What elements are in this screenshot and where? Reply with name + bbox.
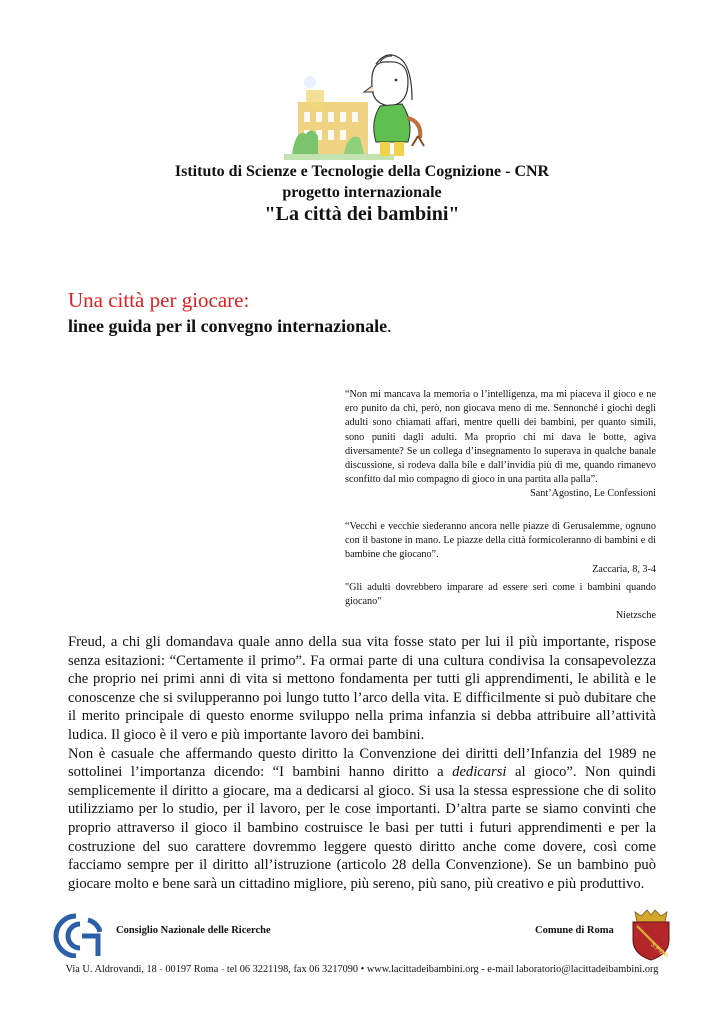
body-paragraph-2	[68, 745, 656, 894]
paragraph-2-italic: dedicarsi	[452, 764, 507, 781]
address-email[interactable]: e-mail laboratorio@lacittadeibambini.org	[487, 964, 659, 975]
address-line: Via U. Aldrovandi, 18 - 00197 Roma - tel 06 3221198, fax 06 3217090 • www.lacittadeibambini.org - e-mail laboratorio@lacittadeibambini.org	[65, 964, 659, 975]
quote-attribution: Nietzsche	[615, 610, 656, 622]
quote-zaccaria	[345, 520, 656, 577]
document-subtitle	[68, 316, 392, 337]
quote-attribution: Sant’Agostino, Le Confessioni	[530, 488, 656, 500]
project-name: "La città dei bambini"	[264, 203, 460, 225]
quote-text: “Non mi mancava la memoria o l’intelligenza, ma mi piaceva il gioco e ne ero punito da chi, però, non giocava meno di me. Sennonché i giochi degli adulti sono chiamati affari, mentre quelli dei bambini, per quanto simili, sono puniti dagli adulti. Ma proprio chi mi dava le botte, agiva diversamente? Se un collega d’insegnamento lo superava in qualche banale discussione, si rodeva dalla bile e dall’invidia più di me, quando rimanevo sconfitto dal mio compagno di gioco in una partita alla palla”.	[345, 389, 656, 486]
crest-text: S.P.Q.R	[649, 941, 670, 961]
paragraph-2-start: Non è casuale che affermando questo diritto la Convenzione dei diritti dell’Infanzia del 1989 ne sottolinei l’importanza dicendo: “I bambini hanno diritto a	[68, 745, 656, 781]
body-paragraph-1: Freud, a chi gli domandava quale anno della sua vita fosse stato per lui il più importante, rispose senza esitazioni: “Certamente il primo”. Fa ormai parte di una cultura condivisa la consapevolezza che proprio nei primi anni di vita si mettono fondamenta per tutti gli apprendimenti, le abilità e le conoscenze che si svilupperanno poi lungo tutto l’arco della vita. E difficilmente si può dubitare che il merito principale di questo enorme sviluppo nella prima infanzia si debba attribuire all’attività ludica. Il gioco è il vero e più importante lavoro dei bambini.	[68, 634, 656, 743]
address-web[interactable]: www.lacittadeibambini.org	[366, 964, 479, 975]
subtitle-period: .	[387, 316, 392, 336]
quote-text: "Gli adulti dovrebbero imparare ad essere seri come i bambini quando giocano"	[345, 582, 656, 608]
quote-augustine	[345, 388, 656, 502]
rome-name: Comune di Roma	[535, 925, 614, 936]
body-text	[68, 633, 656, 893]
document-title: Una città per giocare:	[68, 288, 250, 312]
institute-name: Istituto di Scienze e Tecnologie della Cognizione - CNR	[174, 163, 550, 180]
cnr-logo-icon	[50, 910, 102, 958]
quote-nietzsche	[345, 581, 656, 624]
cnr-name: Consiglio Nazionale delle Ricerche	[116, 925, 271, 936]
project-label: progetto internazionale	[282, 184, 442, 201]
subtitle-text: linee guida per il convegno internazionale	[68, 316, 388, 336]
quote-text: “Vecchi e vecchie siederanno ancora nelle piazze di Gerusalemme, ognuno con il bastone in mano. Le piazze della città formicoleranno di bambini e di bambine che giocano”.	[345, 521, 656, 561]
address-city: 00197 Roma	[165, 964, 219, 975]
address-phone: tel 06 3221198, fax 06 3217090	[226, 964, 359, 975]
address-street: Via U. Aldrovandi, 18	[65, 964, 157, 975]
child-city-illustration	[284, 42, 440, 160]
paragraph-2-end: al gioco”. Non quindi semplicemente il diritto a giocare, ma a dedicarsi al gioco. Si usa la stessa espressione che di solito utilizziamo per lo studio, per il lavoro, per le cose importanti. D’altra parte se siamo convinti che proprio attraverso il gioco il bambino costruisce le basi per tutti i futuri apprendimenti e per la costruzione del suo carattere dovremmo leggere questo diritto anche come dovere, così come facciamo sempre per il diritto all’istruzione (articolo 28 della Convenzione). Se un bambino può giocare molto e bene sarà un cittadino migliore, più sereno, più sano, più creativo e più produttivo.	[68, 764, 656, 892]
quote-attribution: Zaccaria, 8, 3-4	[592, 563, 656, 575]
rome-crest-icon	[627, 906, 675, 962]
